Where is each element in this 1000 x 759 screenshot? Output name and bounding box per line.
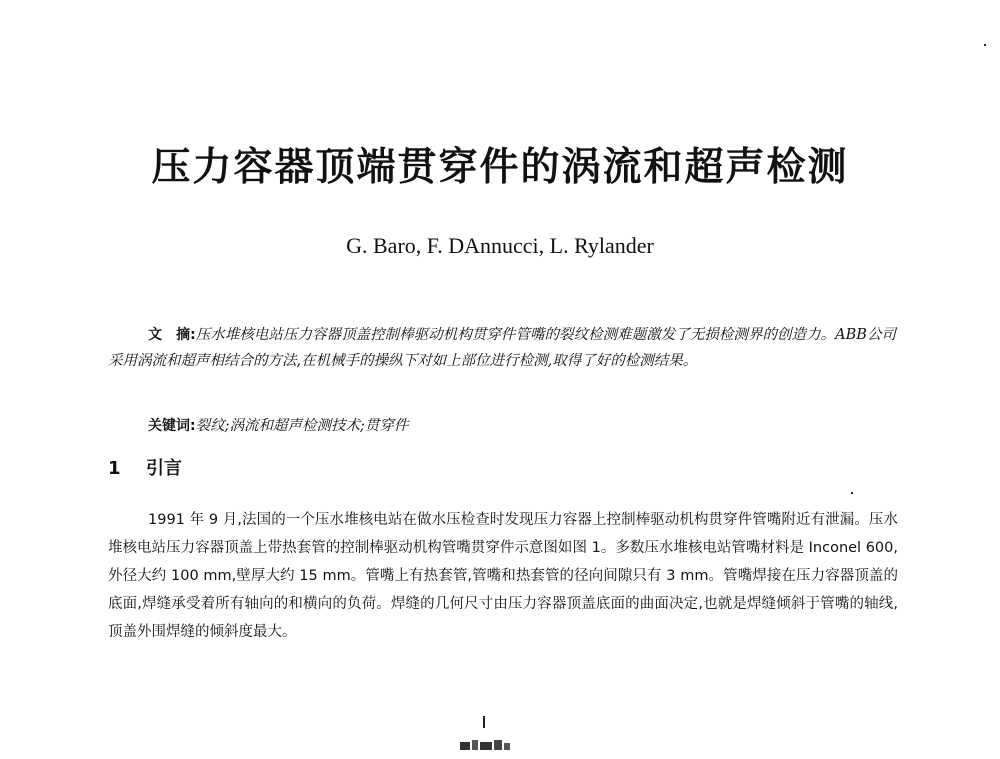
- keywords-text: 裂纹;涡流和超声检测技术;贯穿件: [195, 418, 409, 434]
- body-paragraph: [108, 506, 898, 646]
- section-heading: [108, 457, 182, 481]
- abstract-text: 压水堆核电站压力容器顶盖控制棒驱动机构贯穿件管嘴的裂纹检测难题激发了无损检测界的创造力。ABB公司采用涡流和超声相结合的方法,在机械手的操纵下对如上部位进行检测,取得了好的检测结果。: [108, 327, 896, 369]
- body-text: 1991 年 9 月,法国的一个压水堆核电站在做水压检查时发现压力容器上控制棒驱动机构贯穿件管嘴附近有泄漏。压水堆核电站压力容器顶盖上带热套管的控制棒驱动机构管嘴贯穿件示意图如图 1。多数压水堆核电站管嘴材料是 Inconel 600,外径大约 100 mm,壁厚大约 15 mm。管嘴上有热套管,管嘴和热套管的径向间隙只有 3 mm。管嘴焊接在压力容器顶盖的底面,焊缝承受着所有轴向的和横向的负荷。焊缝的几何尺寸由压力容器顶盖底面的曲面决定,也就是焊缝倾斜于管嘴的轴线,顶盖外围焊缝的倾斜度最大。: [108, 512, 898, 640]
- keywords-label: 关键词:: [148, 418, 196, 434]
- section-title: 引言: [146, 458, 182, 479]
- keywords-line: [148, 413, 408, 439]
- author-list: G. Baro, F. DAnnucci, L. Rylander: [346, 233, 654, 258]
- abstract-label: 文 摘:: [148, 327, 196, 343]
- paper-title: 压力容器顶端贯穿件的涡流和超声检测: [151, 145, 849, 190]
- scan-speck: [984, 44, 986, 46]
- scan-speck: [851, 492, 853, 494]
- abstract-paragraph: [108, 322, 896, 374]
- section-number: 1: [108, 458, 121, 479]
- page-number-mark: [454, 718, 518, 754]
